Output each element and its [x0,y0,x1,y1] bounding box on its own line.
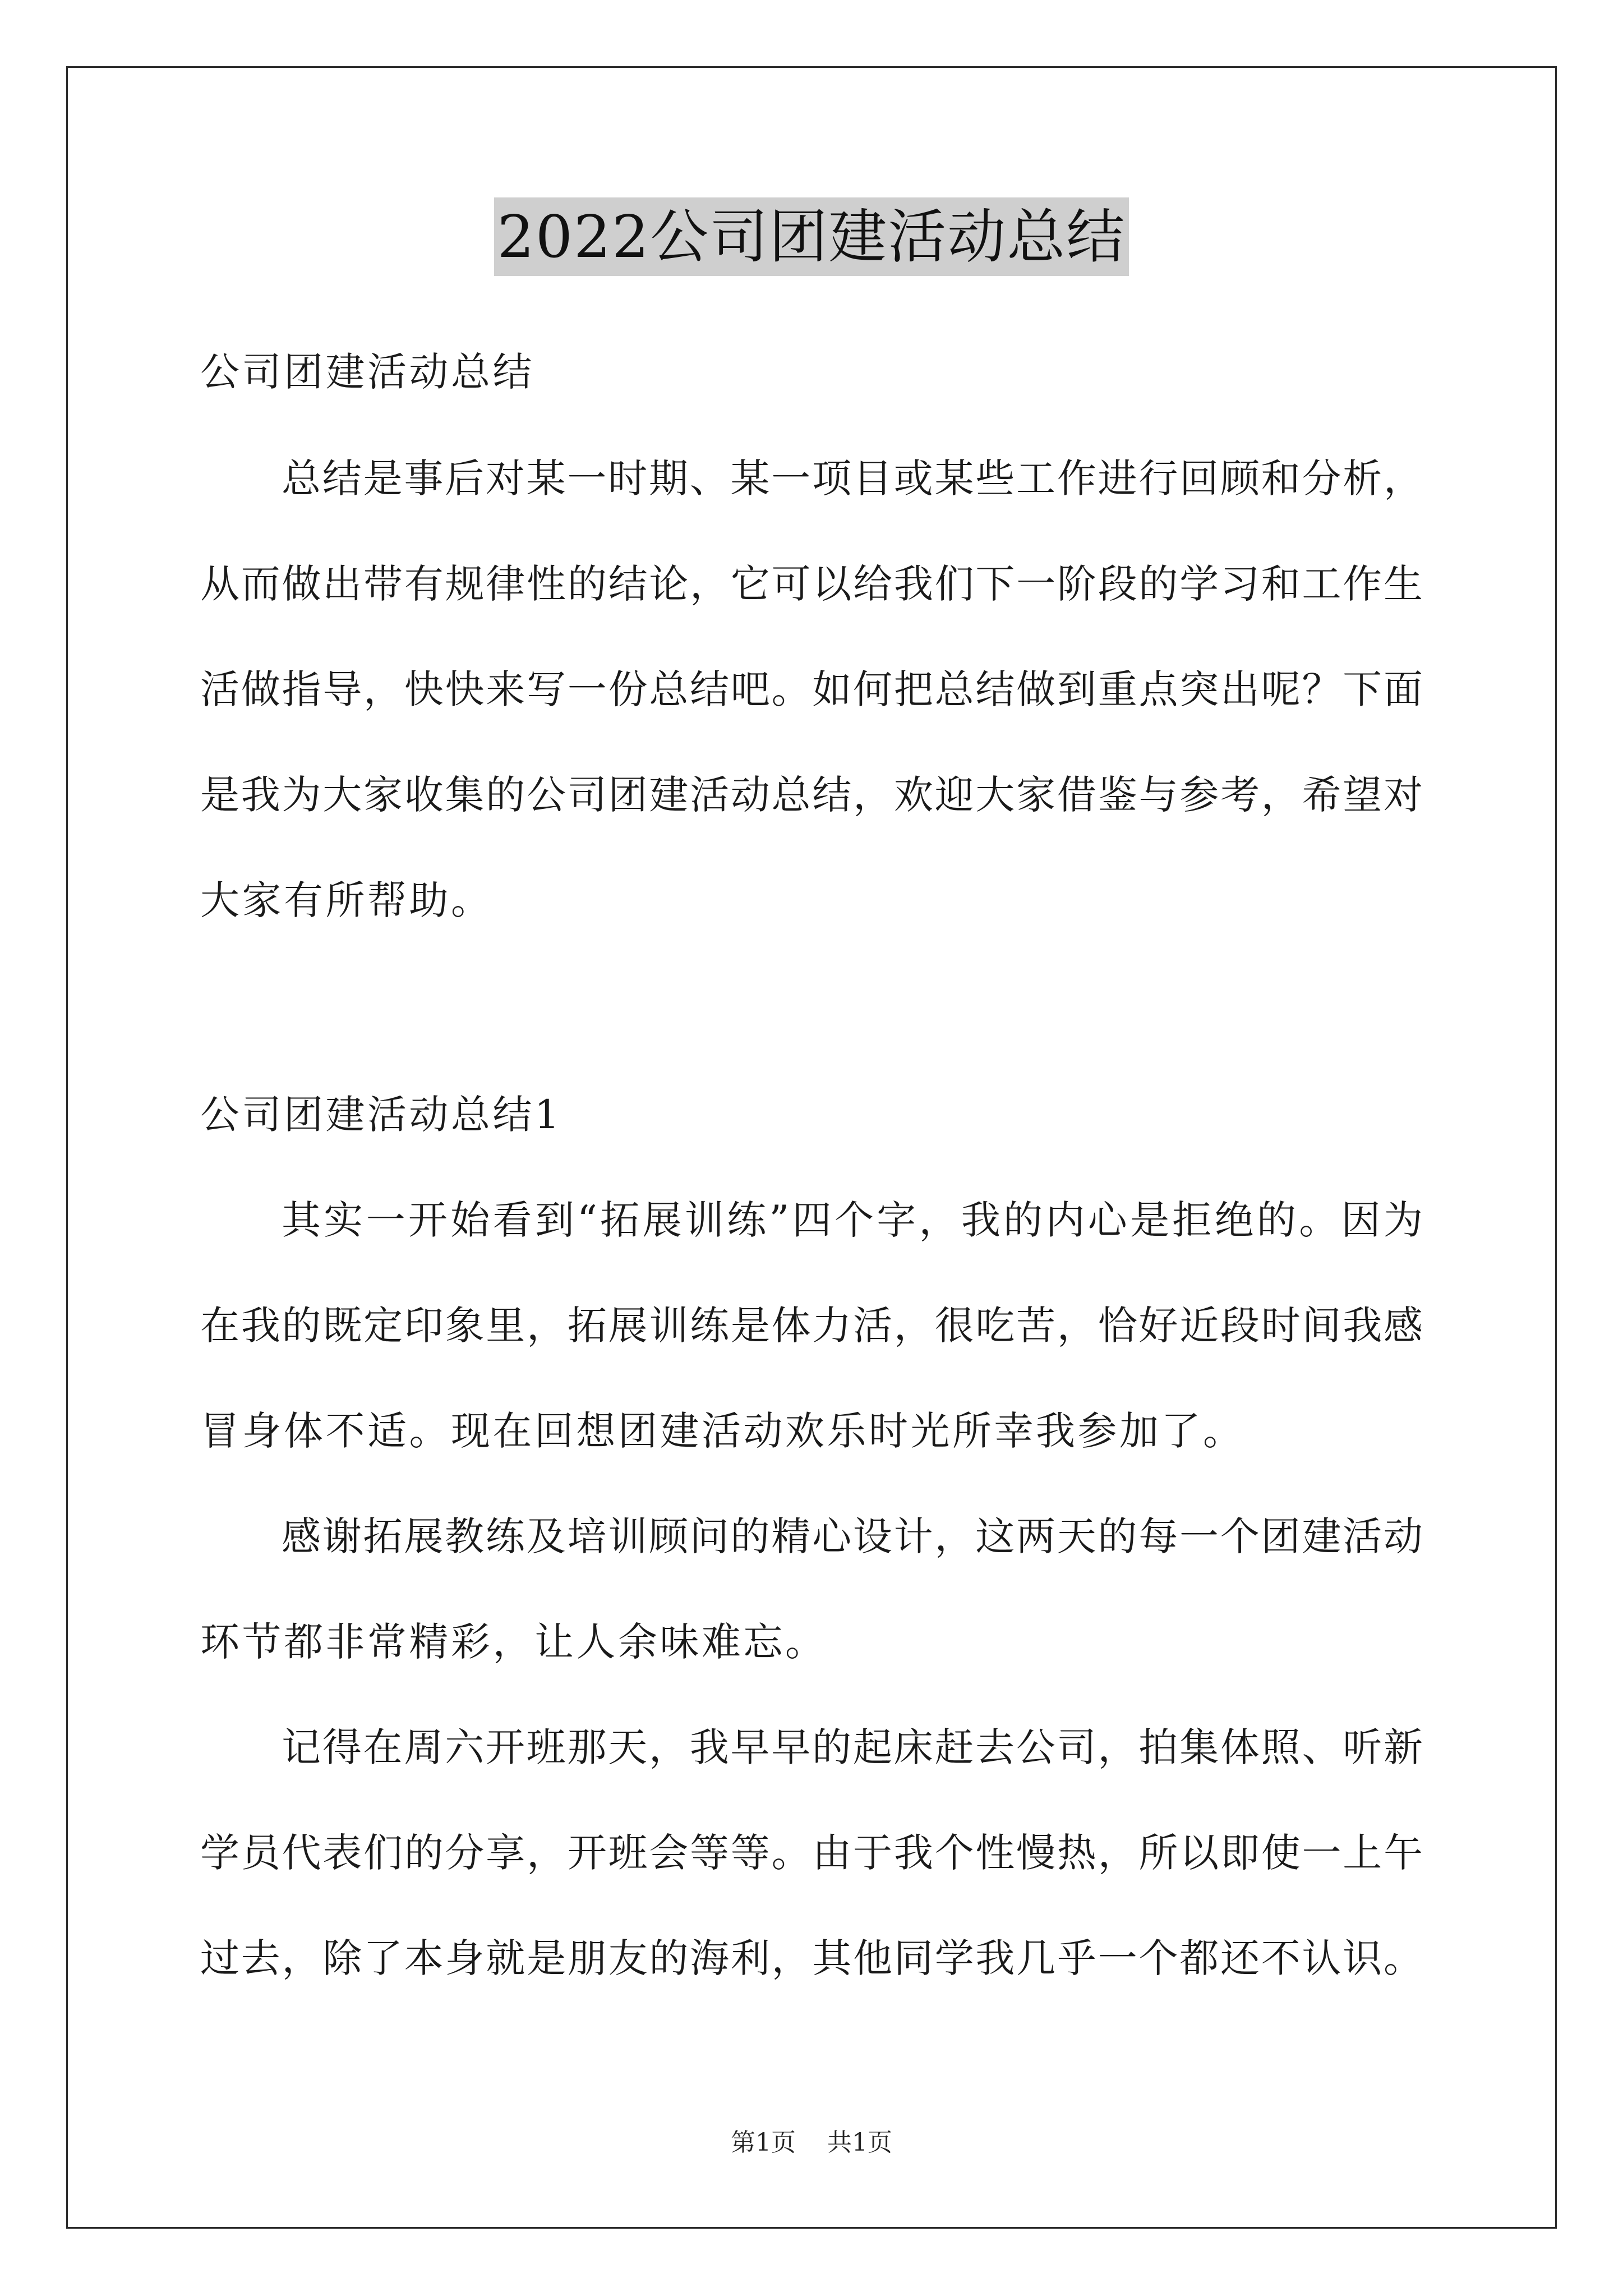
section-heading: 公司团建活动总结 [200,349,534,395]
paragraph-line: 环节都非常精彩，让人余味难忘。 [200,1619,827,1665]
paragraph-line: 从而做出带有规律性的结论，它可以给我们下一阶段的学习和工作生 [200,561,1423,607]
paragraph-line: 冒身体不适。现在回想团建活动欢乐时光所幸我参加了。 [200,1408,1245,1454]
section-heading: 公司团建活动总结1 [200,1092,562,1138]
paragraph-line: 是我为大家收集的公司团建活动总结，欢迎大家借鉴与参考，希望对 [200,772,1423,818]
page-total: 共1页 [827,2128,892,2157]
document-title: 2022公司团建活动总结 [494,197,1129,276]
paragraph-line: 学员代表们的分享，开班会等等。由于我个性慢热，所以即使一上午 [200,1830,1423,1876]
page-footer [0,2126,1623,2160]
paragraph-line: 感谢拓展教练及培训顾问的精心设计，这两天的每一个团建活动 [282,1513,1423,1559]
paragraph-line: 记得在周六开班那天，我早早的起床赶去公司，拍集体照、听新 [282,1724,1423,1770]
title-wrap [0,197,1623,276]
paragraph-line: 总结是事后对某一时期、某一项目或某些工作进行回顾和分析， [282,455,1423,501]
paragraph-line: 大家有所帮助。 [200,877,493,923]
paragraph-line: 其实一开始看到“拓展训练”四个字，我的内心是拒绝的。因为 [282,1197,1423,1243]
paragraph-line: 活做指导，快快来写一份总结吧。如何把总结做到重点突出呢？下面 [200,666,1423,712]
page-number: 第1页 [731,2128,796,2157]
paragraph-line: 在我的既定印象里，拓展训练是体力活，很吃苦，恰好近段时间我感 [200,1303,1423,1349]
paragraph-line: 过去，除了本身就是朋友的海利，其他同学我几乎一个都还不认识。 [200,1935,1423,1981]
